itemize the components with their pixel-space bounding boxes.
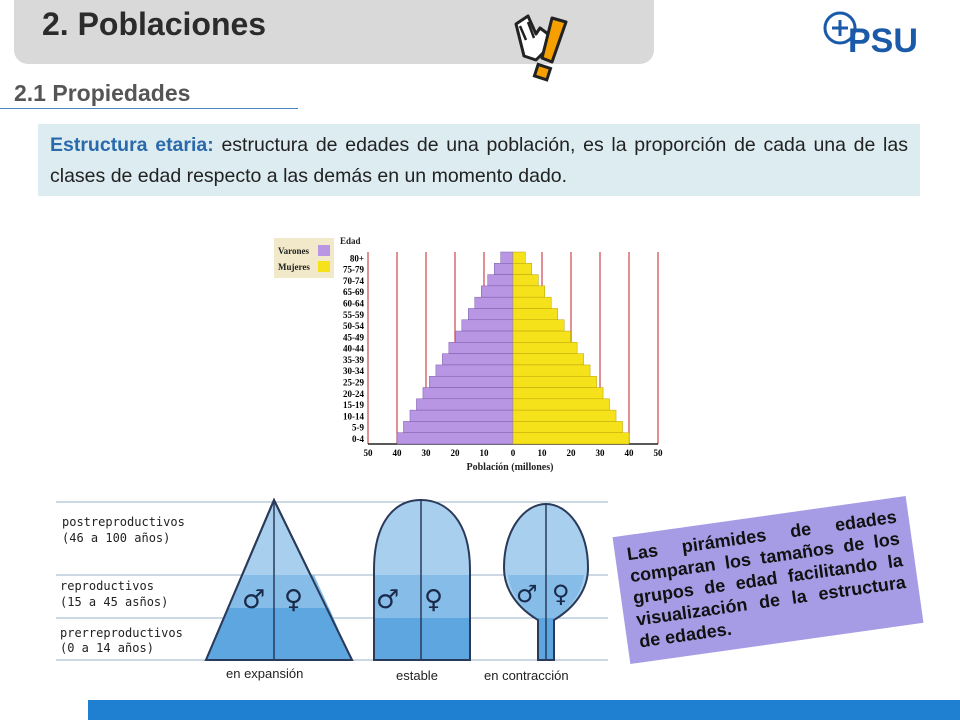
age-group-label: 45-49 [343, 332, 364, 343]
x-tick-label: 20 [566, 448, 576, 458]
x-tick-label: 40 [392, 448, 402, 458]
pyramid-bar-male [488, 275, 513, 286]
female-symbol-icon: ♀ [284, 585, 304, 615]
age-group-label: 40-44 [343, 343, 364, 354]
age-group-label: 80+ [349, 253, 364, 264]
pyramid-bar-female [513, 252, 525, 263]
legend-male-label: Varones [278, 246, 310, 256]
pyramid-bar-male [501, 252, 513, 263]
pyramid-bar-male [410, 410, 513, 421]
female-symbol-icon: ♀ [424, 585, 444, 615]
legend-female-swatch [318, 261, 330, 272]
age-group-label: 70-74 [343, 275, 364, 286]
legend-female-label: Mujeres [278, 262, 310, 272]
pyramid-bar-male [462, 320, 513, 331]
caption-estable: estable [396, 668, 438, 683]
definition-text: estructura de edades de una población, es la proporción de cada una de las clases de edad respecto a las demás en un momento dado. [50, 134, 908, 187]
pyramid-bar-male [403, 421, 513, 432]
age-group-label: 30-34 [343, 366, 364, 377]
label-postreproductivos-range: (46 a 100 años) [62, 531, 171, 545]
age-group-label: 35-39 [343, 354, 364, 365]
logo-text: PSU [848, 22, 918, 58]
x-tick-label: 30 [595, 448, 605, 458]
caption-expansion: en expansión [226, 666, 304, 681]
population-pyramid [270, 230, 670, 475]
pyramid-bar-male [436, 365, 513, 376]
pyramid-bar-female [513, 433, 629, 444]
x-axis-label: Población (millones) [466, 462, 554, 473]
x-tick-label: 10 [479, 448, 489, 458]
section-subtitle: 2.1 Propiedades [14, 80, 191, 106]
pyramid-bar-male [481, 286, 513, 297]
pyramid-bar-male [494, 263, 513, 274]
pyramid-bar-male [455, 331, 513, 342]
pyramid-bar-male [468, 308, 513, 319]
x-tick-label: 50 [363, 448, 373, 458]
pyramid-bar-female [513, 308, 558, 319]
page-title: 2. Poblaciones [42, 6, 267, 42]
pyramid-bar-male [416, 399, 513, 410]
pyramid-bar-male [397, 433, 513, 444]
male-symbol-icon: ♂ [376, 585, 400, 615]
pyramid-bar-male [475, 297, 513, 308]
pointing-hand-icon [506, 4, 586, 84]
subtitle-underline [0, 108, 298, 109]
caption-contraccion: en contracción [484, 668, 569, 683]
age-group-label: 20-24 [343, 388, 364, 399]
pyramid-bar-female [513, 410, 616, 421]
pyramid-bar-female [513, 320, 564, 331]
label-prerreproductivos: prerreproductivos [60, 626, 183, 640]
age-group-label: 50-54 [343, 321, 364, 332]
pyramid-bar-female [513, 376, 597, 387]
male-symbol-icon: ♂ [242, 585, 266, 615]
age-group-label: 65-69 [343, 287, 364, 298]
label-reproductivos: reproductivos [60, 579, 154, 593]
pyramid-note: Las pirámides de edades comparan los tamaños de los grupos de edad facilitando la visualización de la estructura de edades. [613, 496, 924, 664]
male-symbol-icon: ♂ [516, 580, 538, 608]
x-tick-label: 40 [624, 448, 634, 458]
psu-logo [822, 8, 940, 58]
age-group-label: 10-14 [343, 411, 364, 422]
age-group-label: 15-19 [343, 400, 364, 411]
age-group-label: 0-4 [352, 434, 364, 444]
pyramid-bar-male [429, 376, 513, 387]
pyramid-bar-female [513, 263, 532, 274]
pyramid-bar-male [423, 388, 513, 399]
pyramid-bar-female [513, 342, 577, 353]
shape-estable [374, 500, 470, 660]
label-reproductivos-range: (15 a 45 asños) [60, 595, 169, 609]
x-tick-label: 10 [537, 448, 547, 458]
pyramid-bar-female [513, 354, 584, 365]
label-postreproductivos: postreproductivos [62, 515, 185, 529]
pyramid-bar-female [513, 297, 551, 308]
x-tick-label: 30 [421, 448, 431, 458]
definition-box [38, 124, 920, 196]
label-prerreproductivos-range: (0 a 14 años) [60, 641, 154, 655]
age-group-label: 55-59 [343, 309, 364, 320]
x-tick-label: 20 [450, 448, 460, 458]
pyramid-bar-male [449, 342, 513, 353]
age-group-label: 25-29 [343, 377, 364, 388]
pyramid-bar-female [513, 421, 623, 432]
footer-bar [88, 700, 960, 720]
x-tick-label: 50 [653, 448, 663, 458]
age-group-label: 5-9 [352, 422, 364, 433]
age-group-label: 60-64 [343, 298, 364, 309]
definition-term: Estructura etaria: [50, 134, 214, 156]
pyramid-bar-female [513, 331, 571, 342]
x-tick-label: 0 [510, 448, 516, 458]
legend-male-swatch [318, 245, 330, 256]
pyramid-bar-female [513, 399, 610, 410]
female-symbol-icon: ♀ [552, 580, 570, 608]
pyramid-bar-male [442, 354, 513, 365]
pyramid-bar-female [513, 388, 603, 399]
pyramid-bar-female [513, 286, 545, 297]
age-structure-shapes [56, 480, 608, 690]
age-header: Edad [340, 236, 361, 246]
pyramid-bar-female [513, 365, 590, 376]
age-group-label: 75-79 [343, 264, 364, 275]
pyramid-bar-female [513, 275, 538, 286]
